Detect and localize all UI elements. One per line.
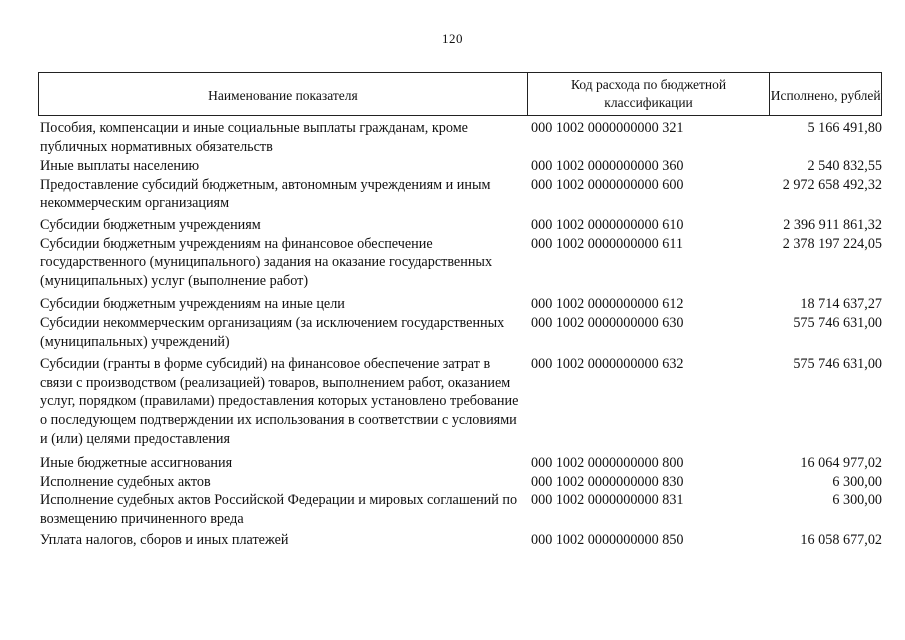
- row-value: 18 714 637,27: [800, 296, 882, 313]
- table-row: [40, 176, 882, 213]
- table-row: [40, 454, 882, 473]
- row-value: 575 746 631,00: [793, 314, 882, 331]
- row-value: 16 064 977,02: [800, 455, 882, 472]
- row-code: 000 1002 0000000000 611: [531, 235, 683, 252]
- row-value: 2 540 832,55: [807, 158, 882, 175]
- page-number: 120: [442, 31, 463, 46]
- row-value: 575 746 631,00: [793, 356, 882, 373]
- row-code: 000 1002 0000000000 830: [531, 473, 684, 490]
- row-name: Субсидии (гранты в форме субсидий) на финансовое обеспечение затрат в связи с производством (реализацией) товаров, выполнением работ, оказанием услуг, порядком (правилами) предоставления которых установлено требование о последующем подтверждении их использования в соответствии с условиями и (или) целями предоставления: [40, 356, 519, 447]
- row-code: 000 1002 0000000000 630: [531, 314, 684, 331]
- table-row: [40, 314, 882, 351]
- table-row: [40, 119, 882, 156]
- header-executed: Исполнено, рублей: [770, 88, 881, 103]
- row-name: Иные бюджетные ассигнования: [40, 455, 233, 472]
- row-name: Субсидии бюджетным учреждениям на финансовое обеспечение государственного (муниципального) задания на оказание государственных (муниципальных) услуг (выполнение работ): [40, 235, 493, 289]
- row-name: Иные выплаты населению: [40, 158, 200, 175]
- row-code: 000 1002 0000000000 610: [531, 216, 684, 233]
- row-value: 6 300,00: [832, 492, 882, 509]
- row-code: 000 1002 0000000000 850: [531, 532, 684, 549]
- table-row: [40, 355, 882, 448]
- row-value: 2 396 911 861,32: [783, 216, 882, 233]
- table-header: [38, 72, 882, 116]
- row-code: 000 1002 0000000000 831: [531, 492, 684, 509]
- row-code: 000 1002 0000000000 800: [531, 455, 684, 472]
- row-name: Уплата налогов, сборов и иных платежей: [40, 532, 289, 549]
- row-value: 16 058 677,02: [800, 532, 882, 549]
- row-value: 5 166 491,80: [807, 120, 882, 136]
- row-name: Предоставление субсидий бюджетным, автономным учреждениям и иным некоммерческим организациям: [40, 176, 491, 212]
- table-row: [40, 473, 882, 492]
- row-code: 000 1002 0000000000 612: [531, 296, 684, 313]
- row-value: 2 378 197 224,05: [782, 235, 882, 252]
- table-row: [40, 235, 882, 291]
- row-name: Исполнение судебных актов Российской Федерации и мировых соглашений по возмещению причиненного вреда: [40, 492, 518, 527]
- table-row: [40, 491, 882, 528]
- header-name: Наименование показателя: [39, 73, 528, 115]
- row-name: Пособия, компенсации и иные социальные выплаты гражданам, кроме публичных нормативных обязательств: [40, 120, 468, 155]
- row-name: Исполнение судебных актов: [40, 473, 211, 490]
- row-name: Субсидии некоммерческим организациям (за исключением государственных (муниципальных) учреждений): [40, 314, 505, 350]
- row-value: 2 972 658 492,32: [782, 176, 882, 193]
- row-name: Субсидии бюджетным учреждениям на иные цели: [40, 296, 345, 313]
- row-code: 000 1002 0000000000 321: [531, 120, 684, 136]
- table-row: [40, 216, 882, 235]
- row-name: Субсидии бюджетным учреждениям: [40, 216, 261, 233]
- row-code: 000 1002 0000000000 600: [531, 176, 684, 193]
- table-row: [40, 531, 882, 550]
- table-body: [40, 119, 882, 550]
- table-row: [40, 157, 882, 176]
- row-value: 6 300,00: [832, 473, 882, 490]
- row-code: 000 1002 0000000000 360: [531, 158, 684, 175]
- header-code: Код расхода по бюджетной классификации: [528, 73, 770, 115]
- row-code: 000 1002 0000000000 632: [531, 356, 684, 373]
- table-row: [40, 295, 882, 314]
